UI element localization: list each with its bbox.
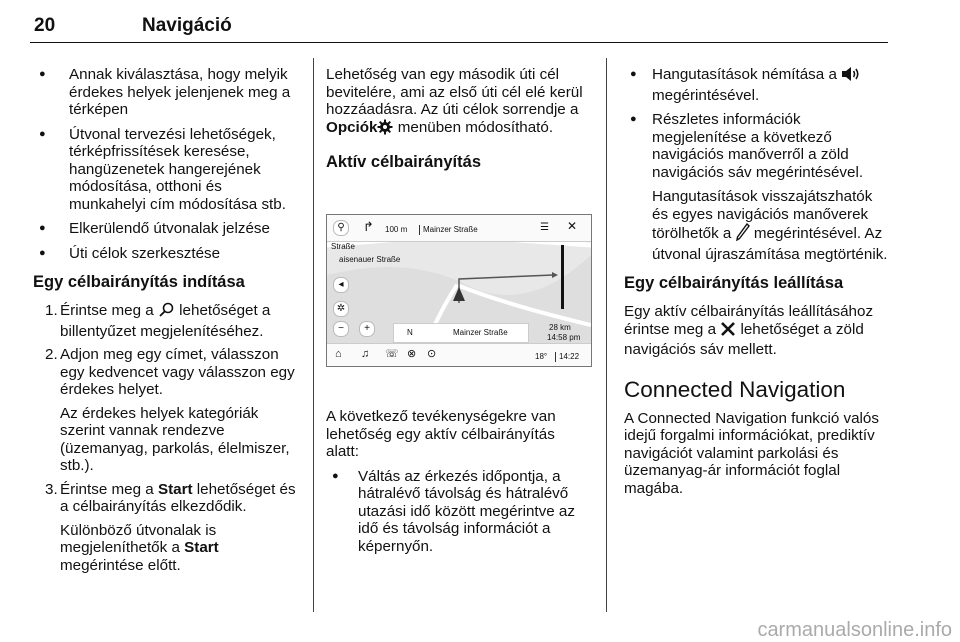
column-divider bbox=[313, 58, 314, 612]
navigation-icon[interactable]: ⊗ bbox=[407, 348, 417, 360]
column-1 bbox=[33, 66, 301, 580]
section-heading: Egy célbairányítás indítása bbox=[33, 273, 245, 291]
home-icon[interactable]: ⌂ bbox=[335, 348, 342, 360]
list-item: ● Útvonal tervezési lehetőségek, térképfrissítések keresése, hangüzenetek hangerejének módosítása, otthoni és munkahelyi cím módosítása stb. bbox=[33, 126, 301, 214]
item-text: megérintésével. bbox=[652, 86, 760, 104]
gear-icon bbox=[377, 119, 393, 140]
compass-direction: N bbox=[407, 328, 413, 337]
navigation-screen bbox=[326, 214, 592, 367]
current-street: Mainzer Straße bbox=[453, 328, 508, 337]
search-icon bbox=[158, 302, 175, 323]
turn-arrow-icon: ↱ bbox=[363, 219, 374, 234]
paragraph-text: lehetőséget a zöld navigációs sáv mellett. bbox=[624, 320, 864, 358]
note-text: Különböző útvonalak is megjeleníthetők a bbox=[60, 521, 217, 556]
intro-paragraph bbox=[326, 66, 591, 139]
watermark: carmanualsonline.info bbox=[757, 618, 952, 641]
item-text: Hangutasítások némítása a bbox=[652, 66, 837, 83]
list-item: ● Váltás az érkezés időpontja, a hátralévő távolság és hátralévő utazási idő között megérintve az idő és távolság információt a képernyőn. bbox=[326, 468, 591, 556]
step-number: 2. bbox=[45, 346, 58, 363]
street-label: aisenauer Straße bbox=[339, 255, 401, 264]
close-icon[interactable]: ✕ bbox=[567, 219, 578, 233]
options-label: Opciók bbox=[326, 118, 378, 136]
note-text: Hangutasítások visszajátszhatók és egyes navigációs manőverek törölhetők a bbox=[652, 188, 873, 242]
search-icon[interactable]: ⚲ bbox=[333, 220, 349, 236]
column-2-lower bbox=[326, 408, 591, 562]
paragraph bbox=[624, 303, 890, 359]
intro-text: Lehetőség van egy második úti cél bevitelére, ami az első úti cél elé kerül hozzáadásra. Az úti célok sorrendje a bbox=[326, 66, 583, 118]
step-text: Érintse meg a bbox=[60, 302, 154, 319]
step-text: Érintse meg a bbox=[60, 480, 154, 498]
column-2 bbox=[326, 66, 591, 182]
clock: 14:22 bbox=[555, 352, 579, 362]
section-heading: Aktív célbairányítás bbox=[326, 153, 481, 171]
zoom-in-icon[interactable]: + bbox=[359, 321, 375, 337]
start-label: Start bbox=[184, 539, 219, 556]
gear-icon[interactable]: ✲ bbox=[333, 301, 349, 317]
apps-icon[interactable]: ⊙ bbox=[427, 348, 437, 360]
step-note bbox=[33, 522, 301, 575]
list-item: ● Úti célok szerkesztése bbox=[33, 245, 301, 263]
list-note bbox=[624, 188, 890, 263]
section-heading: Egy célbairányítás leállítása bbox=[624, 274, 844, 292]
page-header bbox=[30, 12, 888, 43]
step-3 bbox=[33, 481, 301, 516]
speaker-icon bbox=[841, 66, 861, 87]
paragraph-text: Egy aktív célbairányítás leállításához érintse meg a bbox=[624, 303, 874, 338]
page-number: 20 bbox=[34, 15, 56, 36]
temperature: 18° bbox=[535, 352, 548, 361]
music-icon[interactable]: ♫ bbox=[361, 348, 370, 360]
close-icon bbox=[720, 321, 736, 342]
section-heading: Connected Navigation bbox=[624, 376, 846, 402]
page-title: Navigáció bbox=[142, 15, 232, 36]
pencil-icon bbox=[736, 223, 750, 246]
column-divider bbox=[606, 58, 607, 612]
step-text: lehetőséget a billentyűzet megjelenítéséhez. bbox=[60, 302, 271, 340]
note-text: megérintése előtt. bbox=[60, 556, 181, 574]
start-label: Start bbox=[157, 480, 193, 498]
volume-icon[interactable]: ◂ bbox=[333, 277, 349, 293]
paragraph: A következő tevékenységekre van lehetőség egy aktív célbairányítás alatt: bbox=[326, 408, 556, 460]
eta-distance[interactable]: 28 km bbox=[549, 323, 571, 332]
list-icon[interactable]: ☰ bbox=[540, 222, 549, 233]
street-label: Straße bbox=[331, 242, 356, 251]
step-2 bbox=[33, 346, 301, 399]
route-progress-bar bbox=[561, 245, 564, 309]
paragraph: A Connected Navigation funkció valós idejű forgalmi információkat, prediktív navigációt valamint parkolási és üzemanyag-ár információt foglal magába. bbox=[624, 409, 879, 497]
phone-icon[interactable]: ☏ bbox=[385, 348, 399, 360]
list-item: ● Annak kiválasztása, hogy melyik érdekes helyek jelenjenek meg a térképen bbox=[33, 66, 301, 119]
zoom-out-icon[interactable]: − bbox=[333, 321, 349, 337]
list-item bbox=[624, 66, 890, 104]
step-note: Az érdekes helyek kategóriák szerint vannak rendezve (üzemanyag, parkolás, élelmiszer, stb.). bbox=[60, 404, 290, 474]
intro-text: menüben módosítható. bbox=[397, 118, 554, 136]
step-text: lehetőséget és a célbairányítás elkezdődik. bbox=[60, 480, 296, 515]
list-item: ● Elkerülendő útvonalak jelzése bbox=[33, 220, 301, 238]
step-number: 3. bbox=[45, 480, 58, 498]
list-item: ● Részletes információk megjelenítése a következő navigációs manőverről a zöld navigációs sáv megérintésével. bbox=[624, 111, 890, 181]
step-1 bbox=[33, 302, 301, 340]
next-street: Mainzer Straße bbox=[419, 225, 478, 235]
step-number: 1. bbox=[45, 302, 58, 319]
note-text: megérintésével. Az útvonal újraszámítása megtörténik. bbox=[652, 225, 888, 263]
turn-distance: 100 m bbox=[385, 225, 408, 234]
column-3 bbox=[624, 66, 890, 497]
eta-time[interactable]: 14:58 pm bbox=[547, 333, 581, 342]
step-text: Adjon meg egy címet, válasszon egy kedvencet vagy válasszon egy érdekes helyet. bbox=[60, 346, 295, 398]
